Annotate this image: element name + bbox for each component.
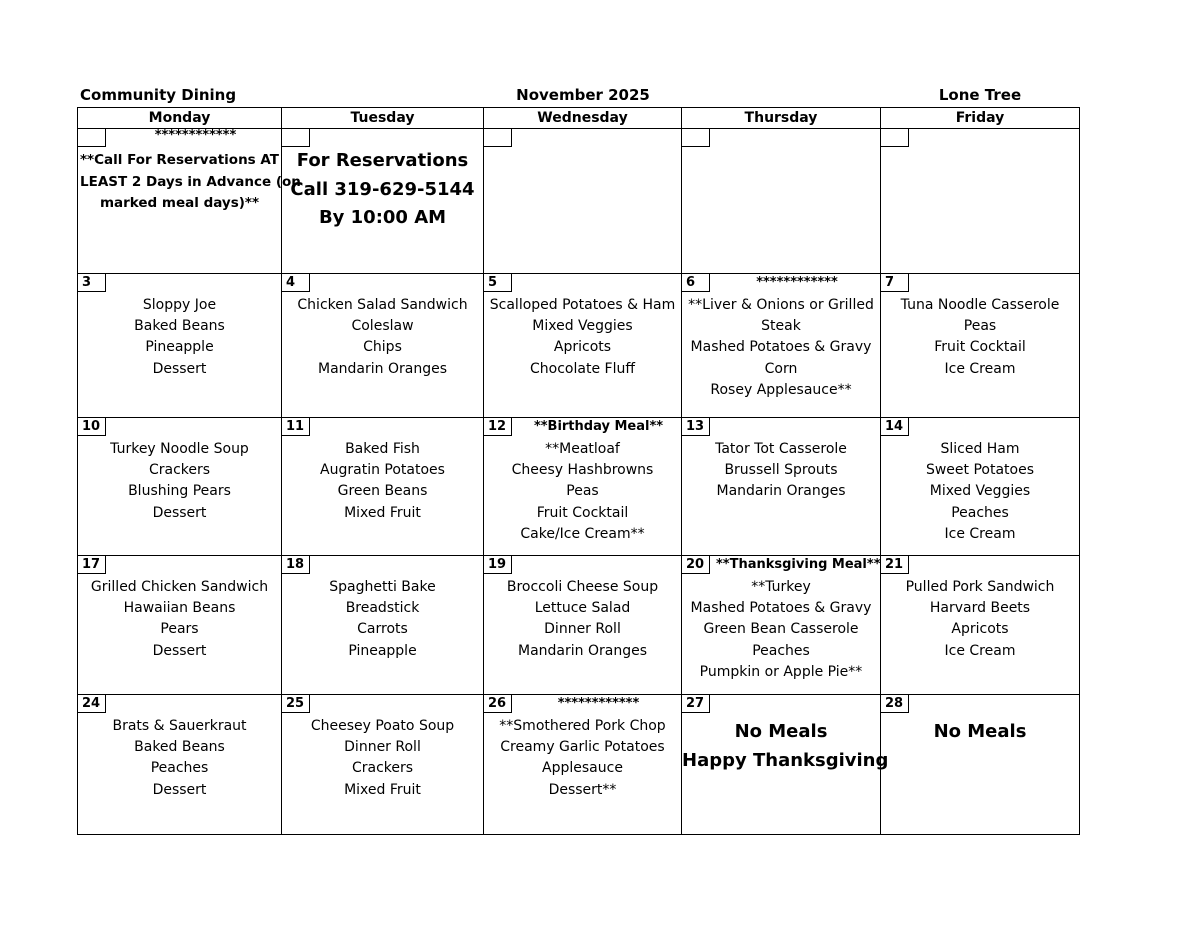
menu-items	[78, 716, 281, 801]
menu-item: Scalloped Potatoes & Ham	[489, 297, 676, 313]
menu-item: Dinner Roll	[344, 739, 421, 756]
note-line: By 10:00 AM	[318, 207, 447, 228]
day-cell	[484, 418, 682, 556]
menu-items	[881, 439, 1079, 545]
week-row	[78, 418, 1080, 556]
notice-line: Happy Thanksgiving	[682, 750, 889, 771]
day-cell	[484, 274, 682, 418]
menu-item: Rosey Applesauce**	[710, 381, 852, 398]
day-number: 6	[682, 274, 710, 292]
menu-items	[78, 439, 281, 524]
menu-item: Dessert	[152, 504, 207, 521]
weekday-header-row	[78, 108, 1080, 129]
menu-item: Coleslaw	[351, 318, 414, 335]
day-cell	[881, 274, 1080, 418]
day-number: 26	[484, 695, 512, 713]
header-program-name: Community Dining	[80, 86, 237, 104]
menu-items	[484, 439, 681, 545]
menu-item: Chocolate Fluff	[530, 360, 635, 377]
note-line: Call 319-629-5144	[290, 178, 475, 200]
menu-item: Sloppy Joe	[142, 297, 217, 313]
no-meals-notice	[881, 717, 1079, 746]
note-line: LEAST 2 Days in Advance (on	[80, 173, 301, 190]
menu-items	[484, 577, 681, 662]
day-cell	[78, 418, 282, 556]
menu-item: Broccoli Cheese Soup	[506, 579, 659, 595]
menu-items	[282, 295, 483, 380]
day-cell	[484, 556, 682, 695]
menu-item: Peaches	[951, 504, 1009, 521]
day-cell	[881, 556, 1080, 695]
menu-item: Sliced Ham	[940, 441, 1020, 457]
day-number: 7	[881, 274, 909, 292]
menu-items	[282, 716, 483, 801]
day-number: 28	[881, 695, 909, 713]
menu-items	[78, 295, 281, 380]
menu-item: Mixed Veggies	[532, 318, 633, 335]
menu-item: Pineapple	[348, 642, 417, 659]
week-row	[78, 129, 1080, 274]
menu-item: Creamy Garlic Potatoes	[500, 739, 665, 756]
day-number: 18	[282, 556, 310, 574]
menu-item: Cheesy Hashbrowns	[511, 462, 654, 479]
day-cell	[682, 695, 889, 835]
note-line: **Call For Reservations AT	[80, 152, 280, 168]
menu-items	[484, 295, 681, 380]
day-cell	[881, 695, 1080, 835]
day-number-box	[484, 129, 512, 147]
menu-item: Hawaiian Beans	[123, 600, 236, 617]
menu-item: Crackers	[148, 462, 211, 479]
day-number-box	[78, 129, 106, 147]
menu-items	[881, 577, 1079, 662]
day-number: 13	[682, 418, 710, 436]
menu-items	[282, 439, 483, 524]
day-number: 4	[282, 274, 310, 292]
menu-items	[682, 439, 880, 503]
menu-item: Lettuce Salad	[534, 600, 631, 617]
menu-item: Green Bean Casserole	[703, 621, 859, 638]
menu-item: Mashed Potatoes & Gravy	[690, 339, 872, 356]
menu-item: **Meatloaf	[545, 441, 620, 457]
menu-item: Cheesey Poato Soup	[310, 718, 455, 734]
day-number: 25	[282, 695, 310, 713]
day-cell	[282, 418, 484, 556]
header-month: November 2025	[516, 86, 650, 104]
week-row	[78, 695, 1080, 835]
reservation-phone-note	[282, 147, 483, 233]
weekday-wednesday: Wednesday	[484, 108, 682, 129]
menu-item: Ice Cream	[944, 360, 1016, 377]
menu-item: Grilled Chicken Sandwich	[90, 579, 269, 595]
day-number: 5	[484, 274, 512, 292]
marked-meal-stars: ************	[154, 128, 237, 143]
menu-item: Peas	[566, 483, 599, 500]
day-number: 14	[881, 418, 909, 436]
day-number: 3	[78, 274, 106, 292]
day-cell	[282, 556, 484, 695]
menu-item: Ice Cream	[944, 642, 1016, 659]
header-location: Lone Tree	[938, 86, 1022, 104]
menu-item: Apricots	[951, 621, 1009, 638]
day-number: 21	[881, 556, 909, 574]
day-cell	[282, 274, 484, 418]
menu-item: Mixed Veggies	[929, 483, 1031, 500]
day-cell	[78, 556, 282, 695]
menu-item: Tator Tot Casserole	[715, 441, 847, 457]
no-meals-notice	[682, 717, 889, 775]
menu-item: Pulled Pork Sandwich	[905, 579, 1055, 595]
menu-item: Pears	[160, 621, 199, 638]
menu-item: Mandarin Oranges	[318, 360, 447, 377]
menu-item: **Liver & Onions or Grilled	[688, 297, 874, 313]
meal-banner: ************	[756, 275, 838, 290]
notice-line: No Meals	[734, 721, 828, 742]
menu-item: Spaghetti Bake	[329, 579, 436, 595]
menu-item: Dessert	[152, 642, 207, 659]
menu-items	[484, 716, 681, 801]
menu-item: Blushing Pears	[128, 483, 231, 500]
day-cell	[484, 695, 682, 835]
menu-item: Pumpkin or Apple Pie**	[699, 663, 863, 680]
meal-banner: **Thanksgiving Meal**	[716, 557, 881, 572]
day-number: 20	[682, 556, 710, 574]
menu-item: Peaches	[150, 760, 209, 777]
menu-item: Sweet Potatoes	[925, 462, 1035, 479]
menu-item: Apricots	[553, 339, 612, 356]
menu-item: Dinner Roll	[544, 621, 621, 638]
menu-item: Green Beans	[337, 483, 428, 500]
note-line: marked meal days)**	[99, 195, 260, 211]
meal-banner: **Birthday Meal**	[533, 419, 664, 434]
menu-item: Crackers	[351, 760, 414, 777]
menu-item: Tuna Noodle Casserole	[900, 297, 1060, 313]
menu-item: Mandarin Oranges	[518, 642, 647, 659]
menu-item: Breadstick	[345, 600, 420, 617]
menu-item: Chicken Salad Sandwich	[297, 297, 468, 313]
menu-item: Fruit Cocktail	[536, 504, 629, 521]
weekday-monday: Monday	[78, 108, 282, 129]
day-number: 19	[484, 556, 512, 574]
day-cell	[78, 695, 282, 835]
day-cell	[484, 129, 682, 274]
day-cell	[78, 128, 301, 274]
menu-item: Peas	[963, 318, 997, 335]
menu-calendar	[77, 107, 1080, 835]
day-number: 27	[682, 695, 710, 713]
menu-item: Peaches	[752, 642, 810, 659]
menu-item: Harvard Beets	[929, 600, 1031, 617]
week-row	[78, 274, 1080, 418]
menu-item: **Smothered Pork Chop	[499, 718, 666, 734]
menu-item: **Turkey	[751, 579, 811, 595]
meal-banner: ************	[557, 696, 640, 711]
menu-item: Mixed Fruit	[344, 504, 421, 521]
day-number-box	[682, 129, 710, 147]
menu-item: Mashed Potatoes & Gravy	[690, 600, 872, 617]
menu-item: Augratin Potatoes	[320, 462, 445, 479]
day-cell	[78, 274, 282, 418]
day-number: 10	[78, 418, 106, 436]
reservation-note	[80, 150, 301, 215]
weekday-thursday: Thursday	[682, 108, 881, 129]
menu-item: Applesauce	[542, 760, 623, 777]
day-cell	[682, 556, 881, 695]
menu-item: Dessert**	[548, 781, 617, 798]
menu-item: Baked Beans	[134, 318, 225, 335]
week-row	[78, 556, 1080, 695]
menu-item: Baked Beans	[134, 739, 225, 756]
menu-item: Pineapple	[145, 339, 214, 356]
menu-item: Fruit Cocktail	[934, 339, 1026, 356]
menu-item: Baked Fish	[345, 441, 420, 457]
menu-item: Chips	[363, 339, 402, 356]
menu-items	[78, 577, 281, 662]
day-number: 11	[282, 418, 310, 436]
menu-item: Brats & Sauerkraut	[112, 718, 247, 734]
day-number-box	[881, 129, 909, 147]
menu-items	[881, 295, 1079, 380]
day-number: 24	[78, 695, 106, 713]
day-cell	[881, 418, 1080, 556]
day-cell	[682, 418, 881, 556]
day-number: 12	[484, 418, 512, 436]
day-number: 17	[78, 556, 106, 574]
weekday-friday: Friday	[881, 108, 1080, 129]
notice-line: No Meals	[933, 721, 1027, 742]
menu-items	[682, 577, 880, 683]
day-number-box	[282, 129, 310, 147]
weekday-tuesday: Tuesday	[282, 108, 484, 129]
day-cell	[282, 695, 484, 835]
menu-item: Dessert	[152, 360, 207, 377]
day-cell	[682, 129, 881, 274]
day-cell	[881, 129, 1080, 274]
menu-item: Ice Cream	[944, 525, 1016, 542]
menu-item: Steak	[761, 318, 801, 335]
day-cell	[282, 129, 484, 274]
menu-item: Carrots	[357, 621, 408, 638]
note-line: For Reservations	[296, 150, 469, 171]
menu-item: Corn	[764, 360, 798, 377]
menu-items	[682, 295, 880, 401]
menu-item: Dessert	[152, 781, 207, 798]
menu-item: Brussell Sprouts	[724, 462, 838, 479]
menu-item: Cake/Ice Cream**	[520, 525, 645, 542]
menu-item: Mixed Fruit	[344, 781, 421, 798]
menu-item: Mandarin Oranges	[716, 483, 846, 500]
day-cell	[682, 274, 881, 418]
menu-items	[282, 577, 483, 662]
menu-item: Turkey Noodle Soup	[110, 441, 249, 457]
